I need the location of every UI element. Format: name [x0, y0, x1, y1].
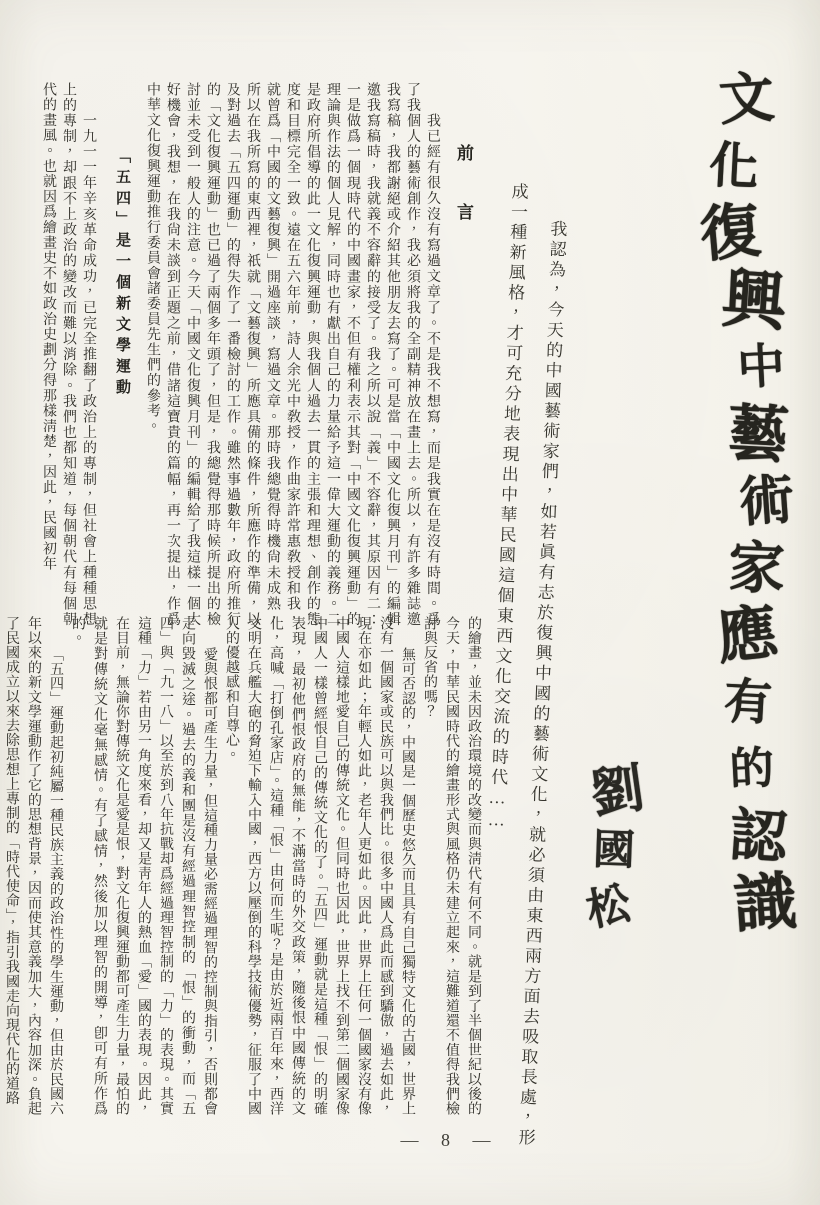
epigraph-quote: 我認為，今天的中國藝術家們，如若眞有志於復興中國的藝術文化，就必須由東西兩方面去吸取長處，形成一種新風格，才可充分地表現出中華民國這個東西文化交流的時代……	[486, 182, 567, 1149]
body-text-lower-block	[4, 616, 484, 1116]
may-fourth-paragraph-4: 「五四」運動起初純屬一種民族主義的政治性的學生運動，但由於民國六年以來的新文學運動作了它的思想背景，因而使其意義加大，內容加深。負起了民國成立以來去除思想上專制的「時代使命」，指引我國走向現代化的道路	[4, 616, 63, 1116]
section-heading-preface: 前言	[454, 144, 473, 262]
section-heading-may-fourth: 「五四」是一個新文學運動	[114, 148, 130, 400]
may-fourth-paragraph-1-lower: 的繪畫，並未因政治環境的改變而與淸代有何不同。就是到了半個世紀以後的今天，中華民國時代的繪畫形式與風格仍未建立起來，這難道還不值得我們檢討與反省的嗎？	[422, 616, 481, 1116]
preface-paragraph: 我已經有很久沒有寫過文章了。不是我不想寫，而是我實在是沒有時間。爲了我個人的藝術創作，我必須將我的全副精神放在畫上去。所以，有許多雜誌邀我寫稿，我都謝絕或介紹其他朋友去寫了。可是當「中國文化復興月刊」的編輯邀我寫稿時，我就義不容辭的接受了。我之所以說「義」不容辭，其原因有二：一是做爲一個現時代的中國畫家，不但有權利表示其對「中國文化復興運動」的理論與作法的個人見解，同時也有獻出自己的力量給予這一偉大運動的義務。二是政府所倡導的此一文化復興運動，與我個人過去一貫的主張和理想、創作的態度和目標完全一致。遠在五六年前，詩人余光中敎授，作曲家許常惠敎授和我，就曾爲「中國的文藝復興」開過座談，寫過文章。那時我總覺得時機尙未成熟，所以在我所寫的東西裡，祇就「文藝復興」所應具備的條件，所應作的準備，以及對過去「五四運動」的得失作了一番檢討的工作。雖然事過數年，政府所推行的「文化復興運動」也已過了兩個多年頭了，但是，我總覺得那時候所提出的檢討並未受到一般人的注意。今天「中國文化復興月刊」的編輯給了我這樣一個大好機會，我想，在我尙未談到正題之前，借諸這寶貴的篇幅，再一次提出，作爲中華文化復興運動推行委員會諸委員先生們的參考。	[145, 82, 440, 627]
may-fourth-paragraph-3: 愛與恨都可產生力量，但這種力量必需經過理智的控制與指引，否則都會走向毀滅之途。過去的義和團是沒有經過理智控制的「恨」的衝動，而「五四」與「九一八」以至於到八年抗戰却爲經過理智控制的「力」的表現。其實這種「力」若由另一角度來看，却又是靑年人的熱血「愛」國的表現。因此，在目前，無論你對傳統文化是愛是恨，對文化復興運動都可產生力量，最怕的就是對傳統文化毫無感情。有了感情，然後加以理智的開導，卽可有所作爲的。	[70, 616, 217, 1116]
may-fourth-paragraph-1-upper: 一九一一年辛亥革命成功，已完全推翻了政治上的專制，但社會上種種思想上的專制，却跟不上政治的變改而難以消除。我們也都知道，每個朝代有每個朝代的畫風。也就因爲繪畫史不如政治史劃分得那樣淸楚，因此，民國初年	[41, 82, 96, 627]
article-title-calligraphy: 文化復興中藝術家應有的認識	[688, 67, 797, 935]
page-number: — 8 —	[400, 1130, 500, 1150]
body-text-upper-block	[30, 82, 476, 627]
may-fourth-paragraph-2: 無可否認的，中國是一個歷史悠久而且具有自己獨特文化的古國，世界上沒有一個國家或民族可以與我們比。很多中國人爲此而感到驕傲，過去如此，現在亦如此；年輕人如此，老年人更如此。因此，世界上任何一個國家沒有像中國人這樣地愛自己的傳統文化。但同時也因此，世界上找不到第二個國家像中國人一樣曾經恨自己的傳統文化的了。「五四」運動就是這種「恨」的明確表現，最初他們恨政府的無能，不滿當時的外交政策，隨後恨中國傳統的文化，高喊「打倒孔家店」。這種「恨」由何而生呢？是由於近兩百年來，西洋文明在兵艦大砲的脅迫下輸入中國，西方以壓倒的科學技術優勢，征服了中國人的優越感和自尊心。	[224, 616, 415, 1116]
author-signature-calligraphy: 劉國松	[575, 759, 645, 933]
